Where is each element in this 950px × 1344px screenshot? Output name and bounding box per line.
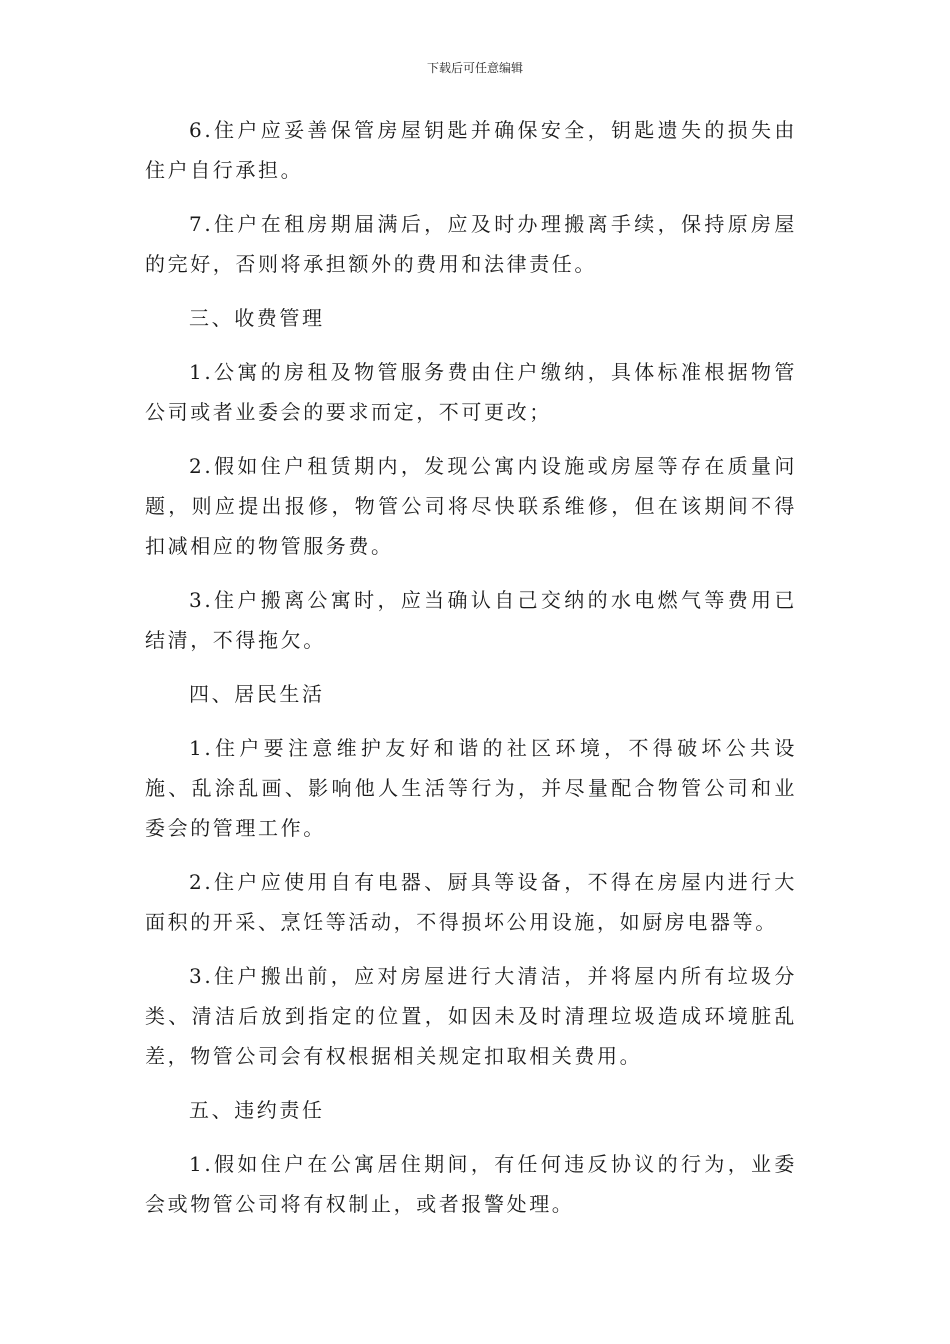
paragraph-6-key-custody: 6.住户应妥善保管房屋钥匙并确保安全，钥匙遗失的损失由住户自行承担。 (145, 118, 797, 182)
paragraph-liability-1: 1.假如住户在公寓居住期间，有任何违反协议的行为，业委会或物管公司将有权制止，或者报警处理。 (145, 1152, 797, 1216)
paragraph-living-2: 2.住户应使用自有电器、厨具等设备，不得在房屋内进行大面积的开采、烹饪等活动，不得损坏公用设施，如厨房电器等。 (145, 870, 797, 934)
section-heading-liability: 五、违约责任 (189, 1098, 325, 1122)
paragraph-living-3: 3.住户搬出前，应对房屋进行大清洁，并将屋内所有垃圾分类、清洁后放到指定的位置，如因未及时清理垃圾造成环境脏乱差，物管公司会有权根据相关规定扣取相关费用。 (145, 964, 797, 1068)
paragraph-fees-1: 1.公寓的房租及物管服务费由住户缴纳，具体标准根据物管公司或者业委会的要求而定，不可更改； (145, 360, 797, 424)
paragraph-fees-2: 2.假如住户租赁期内，发现公寓内设施或房屋等存在质量问题，则应提出报修，物管公司将尽快联系维修，但在该期间不得扣减相应的物管服务费。 (145, 454, 797, 558)
paragraph-7-move-out: 7.住户在租房期届满后，应及时办理搬离手续，保持原房屋的完好，否则将承担额外的费用和法律责任。 (145, 212, 797, 276)
paragraph-living-1: 1.住户要注意维护友好和谐的社区环境，不得破坏公共设施、乱涂乱画、影响他人生活等行为，并尽量配合物管公司和业委会的管理工作。 (145, 736, 797, 840)
section-heading-living: 四、居民生活 (189, 682, 325, 706)
section-heading-fees: 三、收费管理 (189, 306, 325, 330)
document-body (145, 110, 797, 1238)
paragraph-fees-3: 3.住户搬离公寓时，应当确认自己交纳的水电燃气等费用已结清，不得拖欠。 (145, 588, 797, 652)
header-note: 下载后可任意编辑 (426, 61, 523, 75)
